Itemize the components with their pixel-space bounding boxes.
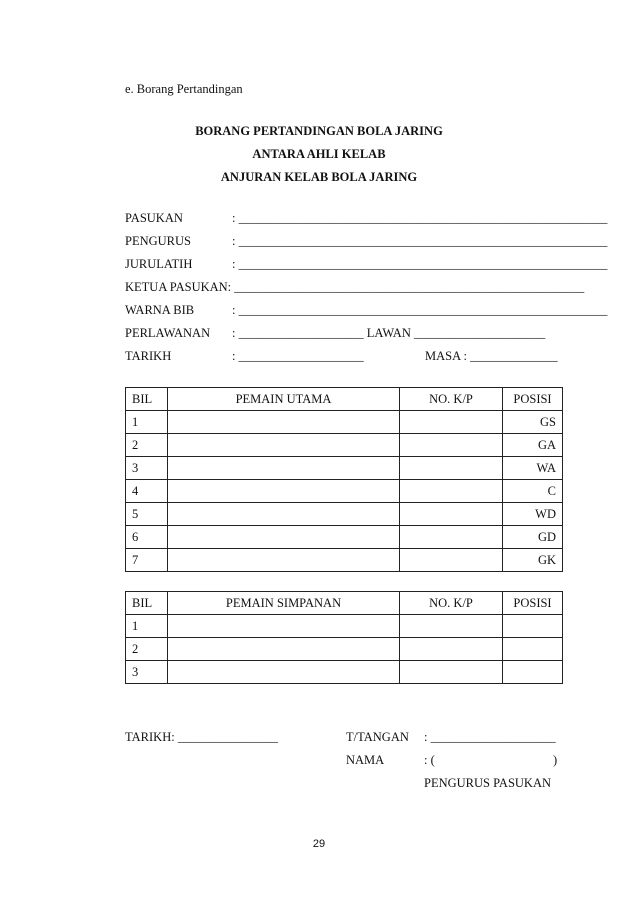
table-row — [126, 661, 563, 684]
header-bil: BIL — [126, 388, 168, 411]
table-row — [126, 411, 563, 434]
player-name-cell[interactable] — [168, 411, 400, 434]
row-posisi: GS — [503, 411, 563, 434]
form-title-line1: BORANG PERTANDINGAN BOLA JARING — [195, 124, 443, 138]
warna-bib-field[interactable]: : ___________________________________________________________ — [232, 303, 608, 317]
header-bil: BIL — [126, 592, 168, 615]
warna-bib-label: WARNA BIB — [125, 303, 195, 317]
player-name-cell[interactable] — [168, 434, 400, 457]
row-posisi: WA — [503, 457, 563, 480]
row-posisi: WD — [503, 503, 563, 526]
reserve-name-cell[interactable] — [168, 615, 400, 638]
player-name-cell[interactable] — [168, 503, 400, 526]
reserve-posisi-cell[interactable] — [503, 638, 563, 661]
player-ic-cell[interactable] — [400, 503, 503, 526]
row-bil: 1 — [126, 615, 168, 638]
perlawanan-label: PERLAWANAN — [125, 326, 211, 340]
player-ic-cell[interactable] — [400, 457, 503, 480]
row-bil: 6 — [126, 526, 168, 549]
table-row — [126, 480, 563, 503]
jurulatih-label: JURULATIH — [125, 257, 193, 271]
ttangan-field[interactable]: : ____________________ — [424, 730, 556, 744]
tarikh-label: TARIKH — [125, 349, 172, 363]
reserve-ic-cell[interactable] — [400, 638, 503, 661]
row-bil: 3 — [126, 661, 168, 684]
player-name-cell[interactable] — [168, 526, 400, 549]
row-posisi: C — [503, 480, 563, 503]
tarikh-field[interactable]: : ____________________ — [232, 349, 364, 363]
row-bil: 1 — [126, 411, 168, 434]
nama-label: NAMA — [346, 753, 385, 767]
pengurus-label: PENGURUS — [125, 234, 191, 248]
table-header-row — [126, 592, 563, 615]
row-bil: 4 — [126, 480, 168, 503]
player-name-cell[interactable] — [168, 549, 400, 572]
table-row — [126, 615, 563, 638]
header-posisi: POSISI — [503, 388, 563, 411]
player-ic-cell[interactable] — [400, 434, 503, 457]
reserve-name-cell[interactable] — [168, 638, 400, 661]
ketua-pasukan-field[interactable]: KETUA PASUKAN: ________________________________________________________ — [125, 280, 585, 294]
page-number: 29 — [312, 838, 326, 850]
table-header-row — [126, 388, 563, 411]
pasukan-label: PASUKAN — [125, 211, 183, 225]
reserve-ic-cell[interactable] — [400, 615, 503, 638]
row-bil: 3 — [126, 457, 168, 480]
row-bil: 2 — [126, 638, 168, 661]
header-posisi: POSISI — [503, 592, 563, 615]
row-posisi: GA — [503, 434, 563, 457]
pengurus-pasukan-label: PENGURUS PASUKAN — [424, 776, 552, 790]
nama-close: ) — [553, 753, 558, 767]
form-title-line3: ANJURAN KELAB BOLA JARING — [220, 170, 418, 184]
player-ic-cell[interactable] — [400, 549, 503, 572]
table-row — [126, 526, 563, 549]
nama-field[interactable] — [442, 755, 548, 771]
table-row — [126, 549, 563, 572]
player-name-cell[interactable] — [168, 480, 400, 503]
table-row — [126, 503, 563, 526]
reserve-posisi-cell[interactable] — [503, 615, 563, 638]
pengurus-field[interactable]: : ___________________________________________________________ — [232, 234, 608, 248]
reserve-players-table — [125, 591, 563, 684]
player-ic-cell[interactable] — [400, 480, 503, 503]
row-bil: 7 — [126, 549, 168, 572]
pasukan-field[interactable]: : ___________________________________________________________ — [232, 211, 608, 225]
header-pemain-simpanan: PEMAIN SIMPANAN — [168, 592, 400, 615]
row-bil: 5 — [126, 503, 168, 526]
header-no-kp: NO. K/P — [400, 388, 503, 411]
table-row — [126, 638, 563, 661]
header-pemain-utama: PEMAIN UTAMA — [168, 388, 400, 411]
nama-open: : ( — [424, 753, 435, 767]
table-row — [126, 457, 563, 480]
section-heading: e. Borang Pertandingan — [125, 82, 243, 96]
header-no-kp: NO. K/P — [400, 592, 503, 615]
footer-tarikh-field[interactable]: TARIKH: ________________ — [125, 730, 278, 744]
form-title-line2: ANTARA AHLI KELAB — [252, 147, 386, 161]
reserve-name-cell[interactable] — [168, 661, 400, 684]
row-posisi: GK — [503, 549, 563, 572]
ttangan-label: T/TANGAN — [346, 730, 409, 744]
masa-field[interactable]: MASA : ______________ — [425, 349, 558, 363]
player-ic-cell[interactable] — [400, 411, 503, 434]
player-ic-cell[interactable] — [400, 526, 503, 549]
reserve-ic-cell[interactable] — [400, 661, 503, 684]
reserve-posisi-cell[interactable] — [503, 661, 563, 684]
player-name-cell[interactable] — [168, 457, 400, 480]
perlawanan-field[interactable]: : ____________________ LAWAN _____________________ — [232, 326, 546, 340]
row-bil: 2 — [126, 434, 168, 457]
table-row — [126, 434, 563, 457]
row-posisi: GD — [503, 526, 563, 549]
jurulatih-field[interactable]: : ___________________________________________________________ — [232, 257, 608, 271]
main-players-table — [125, 387, 563, 572]
